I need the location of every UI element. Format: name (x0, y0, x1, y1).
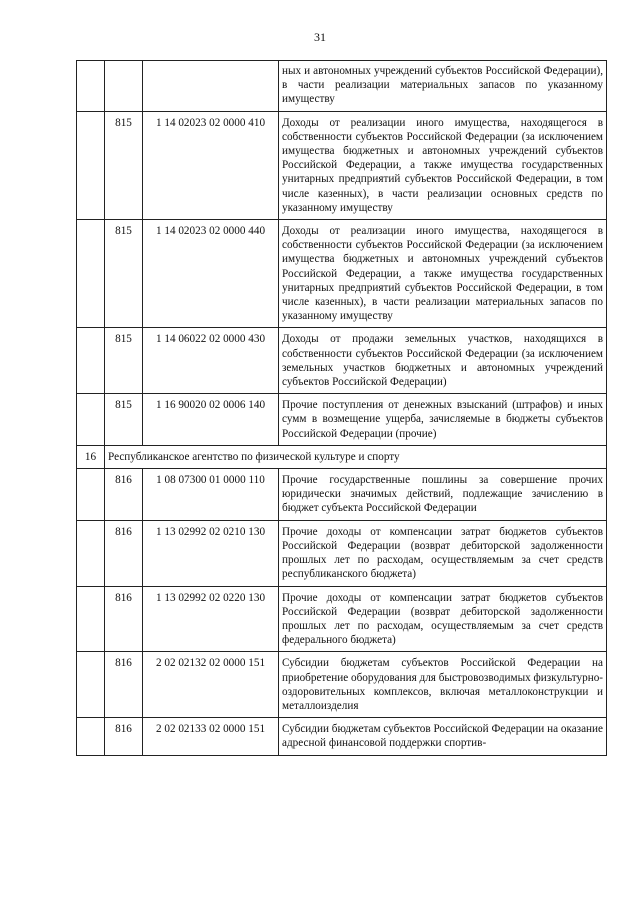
admin-code-cell: 816 (105, 718, 143, 755)
table-row-continuation (77, 61, 607, 112)
admin-code-cell: 816 (105, 586, 143, 652)
row-number-cell (77, 469, 105, 521)
row-number-cell (77, 586, 105, 652)
row-number-cell (77, 718, 105, 755)
admin-code-cell: 816 (105, 520, 143, 586)
description-cell: ных и автономных учреждений субъектов Российской Федерации), в части реализации материальных запасов по указанному имуществу (279, 61, 607, 112)
revenue-code-cell: 1 14 06022 02 0000 430 (143, 328, 279, 394)
row-number-cell (77, 652, 105, 718)
table-row (77, 469, 607, 521)
revenue-code-cell (143, 61, 279, 112)
table-row (77, 220, 607, 328)
description-cell: Доходы от продажи земельных участков, находящихся в собственности субъектов Российской Федерации (за исключением земельных участков бюджетных и автономных учреждений субъектов Российской Федерации) (279, 328, 607, 394)
row-number-cell (77, 520, 105, 586)
description-cell: Прочие доходы от компенсации затрат бюджетов субъектов Российской Федерации (возврат дебиторской задолженности прошлых лет по расходам, осуществляемым за счет средств республиканского бюджета) (279, 520, 607, 586)
revenue-code-cell: 2 02 02133 02 0000 151 (143, 718, 279, 755)
description-cell: Субсидии бюджетам субъектов Российской Федерации на приобретение оборудования для быстровозводимых физкультурно-оздоровительных комплексов, включая металлоконструкции и металлоизделия (279, 652, 607, 718)
table-row (77, 111, 607, 219)
table-row (77, 394, 607, 446)
description-cell: Субсидии бюджетам субъектов Российской Федерации на оказание адресной финансовой поддержки спортив- (279, 718, 607, 755)
revenue-code-cell: 1 16 90020 02 0006 140 (143, 394, 279, 446)
row-number-cell (77, 220, 105, 328)
revenue-code-cell: 1 13 02992 02 0210 130 (143, 520, 279, 586)
description-cell: Доходы от реализации иного имущества, находящегося в собственности субъектов Российской Федерации (за исключением имущества бюджетных и автономных учреждений субъектов Российской Федерации, а также имущества государственных унитарных предприятий субъектов Российской Федерации, в том числе казенных), в части реализации материальных запасов по указанному имуществу (279, 220, 607, 328)
description-cell: Прочие доходы от компенсации затрат бюджетов субъектов Российской Федерации (возврат дебиторской задолженности прошлых лет по расходам, осуществляемым за счет средств федерального бюджета) (279, 586, 607, 652)
table-row (77, 586, 607, 652)
revenue-code-cell: 1 14 02023 02 0000 410 (143, 111, 279, 219)
revenue-code-cell: 1 13 02992 02 0220 130 (143, 586, 279, 652)
admin-code-cell: 815 (105, 111, 143, 219)
revenue-code-cell: 1 08 07300 01 0000 110 (143, 469, 279, 521)
page-number: 31 (314, 30, 326, 44)
revenue-codes-table (76, 60, 607, 756)
admin-code-cell: 815 (105, 220, 143, 328)
row-number-cell (77, 61, 105, 112)
table-row (77, 328, 607, 394)
description-cell: Прочие государственные пошлины за совершение прочих юридически значимых действий, подлежащие зачислению в бюджет субъекта Российской Федерации (279, 469, 607, 521)
admin-code-cell (105, 61, 143, 112)
row-number-cell (77, 328, 105, 394)
table-row (77, 652, 607, 718)
description-cell: Прочие поступления от денежных взысканий (штрафов) и иных сумм в возмещение ущерба, зачисляемые в бюджеты субъектов Российской Федерации (прочие) (279, 394, 607, 446)
description-cell: Доходы от реализации иного имущества, находящегося в собственности субъектов Российской Федерации (за исключением имущества бюджетных и автономных учреждений субъектов Российской Федерации, а также имущества государственных унитарных предприятий субъектов Российской Федерации, в том числе казенных), в части реализации основных средств по указанному имуществу (279, 111, 607, 219)
admin-code-cell: 815 (105, 394, 143, 446)
revenue-code-cell: 2 02 02132 02 0000 151 (143, 652, 279, 718)
admin-code-cell: 816 (105, 469, 143, 521)
admin-code-cell: 816 (105, 652, 143, 718)
row-number-cell (77, 394, 105, 446)
group-title-cell: Республиканское агентство по физической культуре и спорту (105, 445, 607, 468)
table-row (77, 520, 607, 586)
group-header-row (77, 445, 607, 468)
table-row (77, 718, 607, 755)
row-number-cell (77, 111, 105, 219)
admin-code-cell: 815 (105, 328, 143, 394)
revenue-code-cell: 1 14 02023 02 0000 440 (143, 220, 279, 328)
group-number-cell: 16 (77, 445, 105, 468)
